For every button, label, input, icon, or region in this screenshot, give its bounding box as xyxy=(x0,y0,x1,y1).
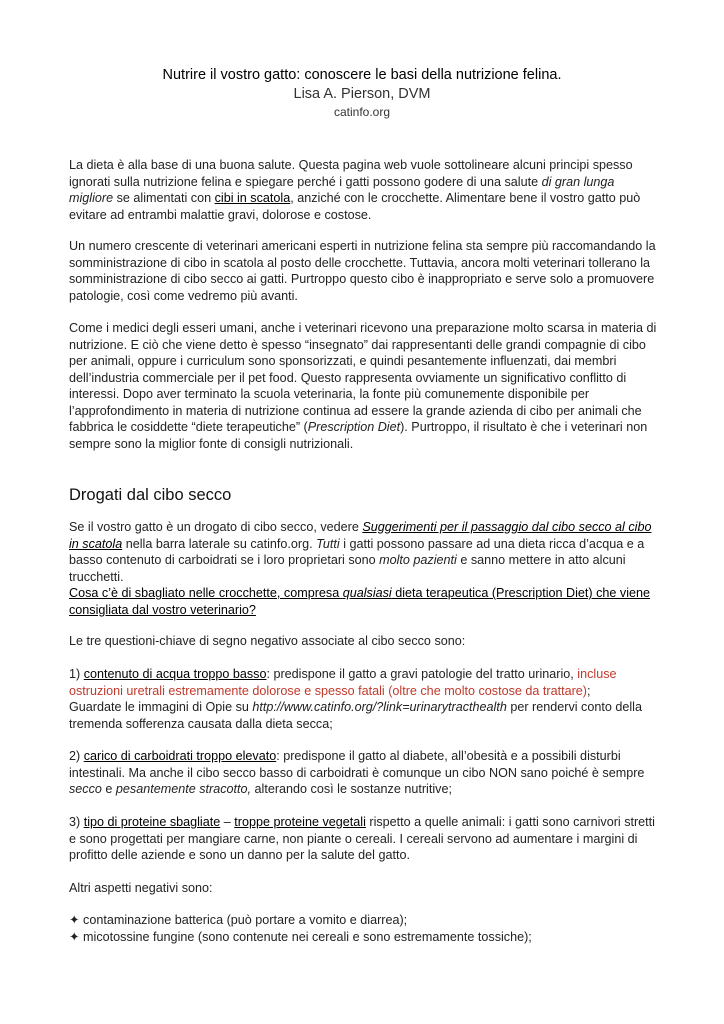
item-number: 2) xyxy=(69,749,84,763)
text-run: , anziché con le crocchette. Alimentare bene il vostro gatto può evitare ad entrambi malattie gravi, dolorose e costose. xyxy=(69,191,641,222)
document-site: catinfo.org xyxy=(333,105,391,119)
list-item xyxy=(69,929,661,946)
text-run: Come i medici degli esseri umani, anche i veterinari ricevono una preparazione molto scarsa in materia di nutrizione. E ciò che viene detto è spesso “insegnato” dai rappresentanti delle grandi compagnie di cibo per animali, oppure i curriculum sono sponsorizzati, e quindi pesantemente influenzati, dai membri dell’industria commerciale per il pet food. Questo rappresenta ovviamente un significativo conflitto di interessi. Dopo aver terminato la scuola veterinaria, la fonte più comunemente disponibile per l’approfondimento in materia di nutrizione continua ad essere la grande azienda di cibo per animali che fabbrica le cosiddette “diete terapeutiche” ( xyxy=(69,321,657,434)
issue-item-1 xyxy=(69,666,661,732)
underlined-text: cibi in scatola xyxy=(214,191,291,205)
text-run: La dieta è alla base di una buona salute. Questa pagina web vuole sottolineare alcuni principi spesso ignorati sulla nutrizione felina e spiegare perché i gatti possono godere di una salute xyxy=(69,158,633,189)
list-item xyxy=(69,912,661,929)
underlined-text: troppe proteine vegetali xyxy=(234,815,366,829)
list-item-text: contaminazione batterica (può portare a vomito e diarrea); xyxy=(79,913,408,927)
star-bullet-icon: ✦ xyxy=(69,913,80,927)
section-heading: Drogati dal cibo secco xyxy=(69,486,232,504)
text-run: Cosa c’è di sbagliato nelle crocchette, compresa xyxy=(69,586,343,600)
text-run: se alimentati con xyxy=(113,191,215,205)
bullet-list xyxy=(69,912,661,945)
text-run: : predispone il gatto a gravi patologie del tratto urinario, xyxy=(266,667,578,681)
paragraph-education xyxy=(69,320,661,452)
urinary-health-link[interactable]: http://www.catinfo.org/?link=urinarytracthealth xyxy=(252,700,507,714)
text-run: per rendervi conto della tremenda sofferenza causata dalla dieta secca; xyxy=(69,700,642,731)
emphasis-text: qualsiasi xyxy=(342,586,392,600)
emphasis-text: molto pazienti xyxy=(379,553,457,567)
text-run: e sanno mettere in atto alcuni trucchetti. xyxy=(69,553,626,584)
issue-item-3 xyxy=(69,814,661,864)
emphasis-text: secco xyxy=(69,782,102,796)
document-header xyxy=(0,66,724,120)
item-number: 1) xyxy=(69,667,84,681)
text-run: dieta terapeutica (Prescription Diet) che viene consigliata dal vostro veterinario? xyxy=(69,586,651,617)
emphasis-text: di gran lunga migliore xyxy=(69,174,615,205)
star-bullet-icon: ✦ xyxy=(69,929,80,944)
text-run: rispetto a quelle animali: i gatti sono carnivori stretti e sono progettati per mangiare carne, non piante o cereali. I cereali servono ad aumentare i margini di profitto delle aziende e sono un danno per la salute del gatto. xyxy=(69,815,655,862)
text-run: Se il vostro gatto è un drogato di cibo secco, vedere xyxy=(69,520,363,534)
emphasis-text: pesantemente stracotto, xyxy=(115,782,252,796)
text-run: e xyxy=(101,782,116,796)
underlined-text: tipo di proteine sbagliate xyxy=(83,815,221,829)
text-run: – xyxy=(220,815,235,829)
text-run: ). Purtroppo, il risultato è che i veterinari non sempre sono la miglior fonte di consigli nutrizionali. xyxy=(69,420,648,451)
question-heading xyxy=(69,585,661,618)
item-number: 3) xyxy=(69,815,84,829)
warning-text: incluse ostruzioni uretrali estremamente dolorose e spesso fatali (oltre che molto costose da trattare) xyxy=(69,667,617,698)
document-title: Nutrire il vostro gatto: conoscere le basi della nutrizione felina. xyxy=(162,67,562,83)
text-run: ; xyxy=(587,683,591,698)
emphasis-text: Tutti xyxy=(316,536,340,551)
paragraph-addicted xyxy=(69,519,661,585)
underlined-text: carico di carboidrati troppo elevato xyxy=(83,749,277,763)
paragraph-key-issues: Le tre questioni-chiave di segno negativo associate al cibo secco sono: xyxy=(69,634,466,648)
text-run: Guardate le immagini di Opie su xyxy=(69,700,253,714)
list-item-text: micotossine fungine (sono contenute nei cereali e sono estremamente tossiche); xyxy=(79,929,532,944)
text-run: alterando così le sostanze nutritive; xyxy=(251,782,452,796)
document-author: Lisa A. Pierson, DVM xyxy=(293,86,431,102)
guide-link[interactable]: Suggerimenti per il passaggio dal cibo secco al cibo in scatola xyxy=(69,520,652,551)
underlined-text: contenuto di acqua troppo basso xyxy=(83,667,267,681)
intro-paragraph xyxy=(69,157,661,223)
paragraph-other-aspects: Altri aspetti negativi sono: xyxy=(69,881,213,895)
text-run: nella barra laterale su catinfo.org. xyxy=(122,536,317,551)
paragraph-vets: Un numero crescente di veterinari americani esperti in nutrizione felina sta sempre più raccomandando la somministrazione di cibo in scatola al posto delle crocchette. Tuttavia, ancora molti veterinari tollerano la somministrazione di cibo secco ai gatti. Purtroppo questo cibo è inappropriato e serve solo a promuovere patologie, così come vedremo più avanti. xyxy=(69,239,656,303)
text-run: i gatti possono passare ad una dieta ricca d’acqua e a basso contenuto di carboidrati se i loro proprietari sono xyxy=(69,536,645,567)
emphasis-text: Prescription Diet xyxy=(307,420,401,434)
issue-item-2 xyxy=(69,748,661,798)
text-run: : predispone il gatto al diabete, all’obesità e a possibili disturbi intestinali. Ma anche il cibo secco basso di carboidrati è comunque un cibo NON sano poiché è sempre xyxy=(69,749,645,780)
